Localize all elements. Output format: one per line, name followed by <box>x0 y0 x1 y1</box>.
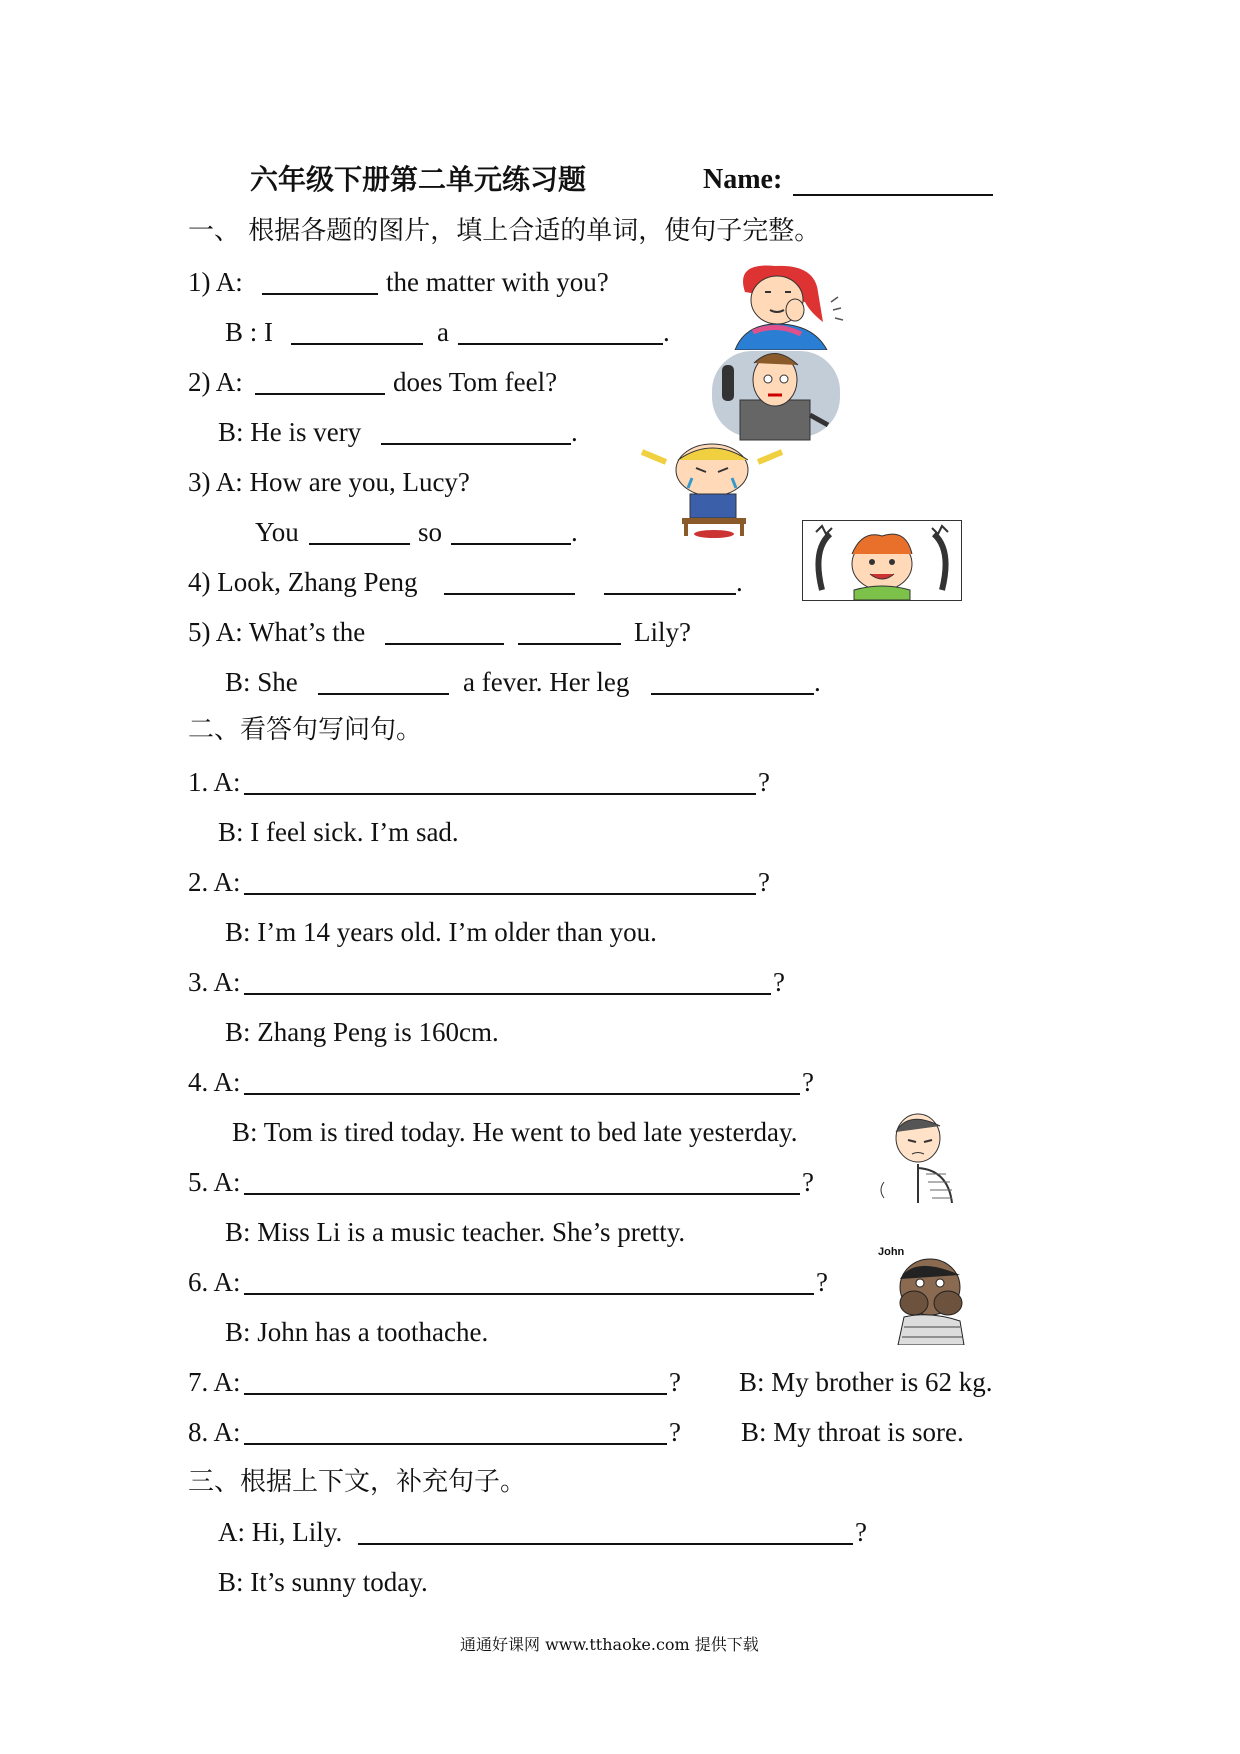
q5b-blank-1[interactable] <box>318 693 449 695</box>
s2-q6-blank[interactable] <box>244 1293 814 1295</box>
q5b-end: . <box>814 667 821 697</box>
q3b-mid: so <box>418 517 443 547</box>
toothache-girl-image <box>715 262 860 350</box>
q1b-mid: a <box>437 317 449 347</box>
s2-q2-label: 2. A: <box>188 867 241 897</box>
section2-heading: 二、看答句写问句。 <box>188 715 423 745</box>
happy-boy-image <box>802 520 962 601</box>
angry-man-phone-image <box>710 345 845 445</box>
name-field[interactable] <box>793 194 993 196</box>
section3-heading: 三、根据上下文，补充句子。 <box>188 1467 527 1497</box>
s2-q7-blank[interactable] <box>244 1393 667 1395</box>
s2-q4-blank[interactable] <box>244 1093 800 1095</box>
s2-q1-label: 1. A: <box>188 767 241 797</box>
s3-a-label: A: Hi, Lily. <box>218 1517 343 1547</box>
s2-q7-label: 7. A: <box>188 1367 241 1397</box>
s2-q8-label: 8. A: <box>188 1417 241 1447</box>
s2-q4-mark: ? <box>802 1067 814 1097</box>
s2-q5-mark: ? <box>802 1167 814 1197</box>
s2-q3-blank[interactable] <box>244 993 771 995</box>
s2-q6-mark: ? <box>816 1267 828 1297</box>
q5b-blank-2[interactable] <box>651 693 814 695</box>
q1b-blank-1[interactable] <box>291 343 423 345</box>
s2-q4-label: 4. A: <box>188 1067 241 1097</box>
q3b-end: . <box>571 517 578 547</box>
q2a-blank[interactable] <box>255 393 385 395</box>
q2a-text: does Tom feel? <box>393 367 558 397</box>
name-label: Name: <box>703 164 783 195</box>
q4-blank-2[interactable] <box>604 593 736 595</box>
q2b-blank[interactable] <box>381 443 571 445</box>
q3a-text: 3) A: How are you, Lucy? <box>188 467 470 497</box>
q4-end: . <box>736 567 743 597</box>
s2-q1-blank[interactable] <box>244 793 756 795</box>
s2-a3: B: Zhang Peng is 160cm. <box>225 1017 499 1047</box>
john-label: John <box>878 1246 905 1258</box>
q4-text: 4) Look, Zhang Peng <box>188 567 418 597</box>
q1b-end: . <box>663 317 670 347</box>
s3-a-blank[interactable] <box>358 1543 853 1545</box>
s2-q1-mark: ? <box>758 767 770 797</box>
s2-a5: B: Miss Li is a music teacher. She’s pretty. <box>225 1217 686 1247</box>
s2-a7: B: My brother is 62 kg. <box>739 1367 993 1397</box>
q4-blank-1[interactable] <box>444 593 575 595</box>
s2-q8-mark: ? <box>669 1417 681 1447</box>
q5a-blank-1[interactable] <box>385 643 504 645</box>
s2-a2: B: I’m 14 years old. I’m older than you. <box>225 917 657 947</box>
section1-heading: 一、 根据各题的图片，填上合适的单词，使句子完整。 <box>188 216 821 246</box>
s2-q5-label: 5. A: <box>188 1167 241 1197</box>
q3b-label: You <box>255 517 299 547</box>
s2-a1: B: I feel sick. I’m sad. <box>218 817 459 847</box>
s2-q2-mark: ? <box>758 867 770 897</box>
tired-boy-image <box>878 1108 963 1203</box>
toothache-boy-john-image <box>874 1245 994 1345</box>
q1b-label: B : I <box>225 317 274 347</box>
s2-q6-label: 6. A: <box>188 1267 241 1297</box>
s2-a6: B: John has a toothache. <box>225 1317 489 1347</box>
s2-q8-blank[interactable] <box>244 1443 667 1445</box>
q1a-label: 1) A: <box>188 267 243 297</box>
page-title: 六年级下册第二单元练习题 <box>250 163 587 196</box>
q1a-blank[interactable] <box>262 293 378 295</box>
s2-q3-label: 3. A: <box>188 967 241 997</box>
q3b-blank-2[interactable] <box>451 543 571 545</box>
s2-a8: B: My throat is sore. <box>741 1417 964 1447</box>
s2-q5-blank[interactable] <box>244 1193 800 1195</box>
q5a-blank-2[interactable] <box>518 643 621 645</box>
q5a-end: Lily? <box>634 617 691 647</box>
q5b-label: B: She <box>225 667 298 697</box>
s3-b: B: It’s sunny today. <box>218 1567 428 1597</box>
q2b-end: . <box>571 417 578 447</box>
q1a-text: the matter with you? <box>386 267 609 297</box>
q1b-blank-2[interactable] <box>458 343 663 345</box>
q5a-text: 5) A: What’s the <box>188 617 366 647</box>
q2a-label: 2) A: <box>188 367 243 397</box>
s2-q7-mark: ? <box>669 1367 681 1397</box>
q3b-blank-1[interactable] <box>309 543 410 545</box>
s2-q2-blank[interactable] <box>244 893 756 895</box>
s3-a-mark: ? <box>855 1517 867 1547</box>
q2b-label: B: He is very <box>218 417 362 447</box>
s2-q3-mark: ? <box>773 967 785 997</box>
crying-girl-image <box>632 438 800 538</box>
footer-text: 通通好课网 www.tthaoke.com 提供下载 <box>460 1635 759 1654</box>
s2-a4: B: Tom is tired today. He went to bed late yesterday. <box>232 1117 798 1147</box>
q5b-mid: a fever. Her leg <box>463 667 630 697</box>
